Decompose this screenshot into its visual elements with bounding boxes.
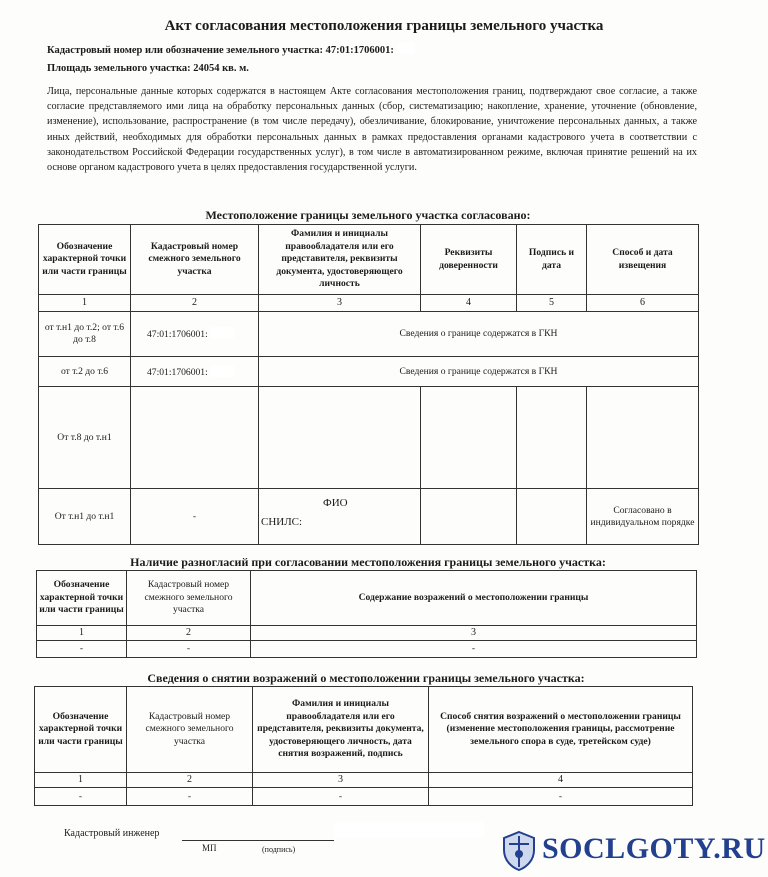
document-title: Акт согласования местоположения границы земельного участка (164, 18, 604, 34)
table1-header-owner: Фамилия и инициалы правообладателя или его представителя, реквизиты документа, удостоверяющего личность (259, 225, 421, 295)
mp-label: МП (202, 843, 217, 853)
shield-icon (500, 830, 538, 872)
column-number: 1 (35, 773, 127, 788)
dash-cell: - (251, 641, 697, 658)
empty-cell (517, 387, 587, 489)
empty-cell (421, 489, 517, 545)
column-number: 2 (127, 626, 251, 641)
empty-cell (131, 387, 259, 489)
disagreement-table (36, 570, 697, 658)
objection-removal-table (34, 686, 693, 806)
column-number: 4 (421, 295, 517, 312)
table3-header-method: Способ снятия возражений о местоположении границы (изменение местоположения границы, рассмотрение земельного спора в суде, третейском суде) (429, 687, 693, 773)
table3-number-row (35, 773, 693, 788)
cadastral-cell: - (131, 489, 259, 545)
watermark-text: SOCLGOTY.RU (542, 832, 766, 865)
area-line: Площадь земельного участка: 24054 кв. м. (47, 63, 249, 74)
table1-header-point: Обозначение характерной точки или части границы (39, 225, 131, 295)
table1-header-notice: Способ и дата извещения (587, 225, 699, 295)
table2-header-cadastral: Кадастровый номер смежного земельного участка (127, 571, 251, 626)
dash-cell: - (429, 788, 693, 806)
redaction-box (397, 43, 415, 54)
table2-header-row (37, 571, 697, 626)
column-number: 3 (251, 626, 697, 641)
fio-label: ФИО (323, 497, 348, 509)
redaction-box (210, 365, 234, 377)
table-row (37, 641, 697, 658)
empty-cell (259, 387, 421, 489)
table1-header-row (39, 225, 699, 295)
cadastral-number-label: Кадастровый номер или обозначение земельного участка: 47:01:1706001: (47, 45, 394, 56)
dash-cell: - (35, 788, 127, 806)
column-number: 4 (429, 773, 693, 788)
table3-header-cadastral: Кадастровый номер смежного земельного участка (127, 687, 253, 773)
empty-cell (421, 387, 517, 489)
redaction-box (334, 822, 484, 838)
table1-header-signature: Подпись и дата (517, 225, 587, 295)
empty-cell (517, 489, 587, 545)
table1-heading: Местоположение границы земельного участка согласовано: (205, 208, 531, 222)
column-number: 6 (587, 295, 699, 312)
table1-number-row (39, 295, 699, 312)
signature-line (182, 840, 334, 841)
table2-number-row (37, 626, 697, 641)
point-cell: От т.8 до т.н1 (39, 387, 131, 489)
gkn-info-cell: Сведения о границе содержатся в ГКН (259, 357, 699, 387)
watermark-logo (492, 826, 768, 870)
cadastral-cell (131, 357, 259, 387)
table-row (35, 788, 693, 806)
dash-cell: - (253, 788, 429, 806)
cadastral-number-line (47, 43, 415, 56)
column-number: 2 (127, 773, 253, 788)
consent-paragraph: Лица, персональные данные которых содержатся в настоящем Акте согласования местоположения границ, подтверждают свое согласие, а также согласие представляемого ими лица на обработку персональных данных (сбор, систематизацию; накопление, хранение, уточнение (обновление, изменение), использование, распространение (в том числе передачу), обезличивание, блокирование, уничтожение персональных данных, а также иных действий, необходимых для обработки персональных данных в рамках предоставления органами кадастрового учета в соответствии с законодательством Российской Федерации государственных услуг), в том числе в автоматизированном режиме, включая принятие решений на их основе органом кадастрового учета в целях предоставления государственной услуги. (47, 86, 697, 174)
table2-header-objections: Содержание возражений о местоположении границы (251, 571, 697, 626)
dash-cell: - (127, 641, 251, 658)
table2-heading: Наличие разногласий при согласовании местоположения границы земельного участка: (130, 555, 606, 569)
table-row (39, 357, 699, 387)
point-cell: От т.н1 до т.н1 (39, 489, 131, 545)
owner-cell (259, 489, 421, 545)
point-cell: от т.н1 до т.2; от т.6 до т.8 (39, 312, 131, 357)
table3-header-owner: Фамилия и инициалы правообладателя или его представителя, реквизиты документа, удостоверяющего личность, дата снятия возражений, подпись (253, 687, 429, 773)
dash-cell: - (37, 641, 127, 658)
table3-header-row (35, 687, 693, 773)
column-number: 1 (39, 295, 131, 312)
column-number: 5 (517, 295, 587, 312)
empty-cell (587, 387, 699, 489)
column-number: 2 (131, 295, 259, 312)
table2-header-point: Обозначение характерной точки или части границы (37, 571, 127, 626)
cadastral-number: 47:01:1706001: (147, 366, 208, 378)
point-cell: от т.2 до т.6 (39, 357, 131, 387)
table-row (39, 312, 699, 357)
table-row (39, 489, 699, 545)
column-number: 1 (37, 626, 127, 641)
redaction-box (210, 327, 234, 339)
table3-header-point: Обозначение характерной точки или части границы (35, 687, 127, 773)
snils-label: СНИЛС: (261, 516, 303, 528)
cadastral-cell (131, 312, 259, 357)
table1-header-cadastral: Кадастровый номер смежного земельного участка (131, 225, 259, 295)
gkn-info-cell: Сведения о границе содержатся в ГКН (259, 312, 699, 357)
dash-cell: - (127, 788, 253, 806)
column-number: 3 (259, 295, 421, 312)
column-number: 3 (253, 773, 429, 788)
notice-cell: Согласовано в индивидуальном порядке (587, 489, 699, 545)
cadastral-number: 47:01:1706001: (147, 329, 208, 340)
table3-heading: Сведения о снятии возражений о местоположении границы земельного участка: (147, 671, 585, 685)
table1-header-poa: Реквизиты доверенности (421, 225, 517, 295)
signature-label: (подпись) (262, 845, 296, 854)
engineer-label: Кадастровый инженер (64, 828, 160, 839)
table-row (39, 387, 699, 489)
agreement-table (38, 224, 699, 545)
